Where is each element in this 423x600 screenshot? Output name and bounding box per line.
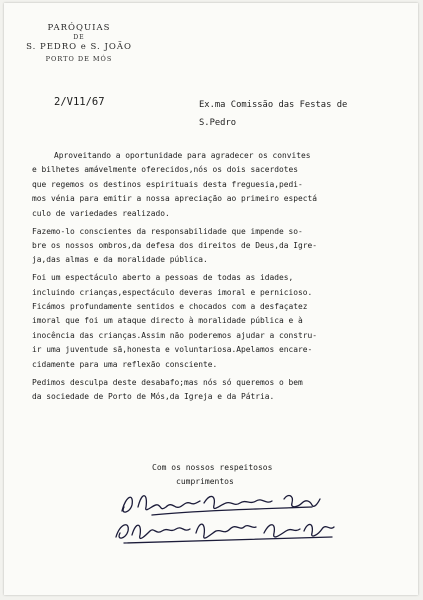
recipient-line-1: Ex.ma Comissão das Festas de — [199, 100, 348, 110]
paragraph-2 — [26, 225, 411, 268]
body-line: Foi um espectáculo aberto a pessoas de todas as idades, — [32, 273, 294, 283]
signatures — [112, 485, 372, 555]
letterhead-line-3: S. PEDRO e S. JOÃO — [26, 42, 132, 52]
recipient-line-2: S.Pedro — [199, 118, 237, 128]
body-line: incluindo crianças,espectáculo deveras imoral e pernicioso. — [32, 287, 313, 297]
letterhead-line-1: PARÓQUIAS — [47, 23, 111, 33]
body-line: que regemos os destinos espirituais desta freguesia,pedi- — [32, 179, 303, 189]
signature-second-stroke — [304, 524, 334, 536]
signature-image — [112, 485, 372, 555]
letter-date: 2/V11/67 — [54, 96, 105, 108]
closing-line-1: Com os nossos respeitosos — [152, 463, 273, 472]
body-line: bre os nossos ombros,da defesa dos direitos de Deus,da Igre- — [32, 240, 318, 250]
body-line: inocência das crianças.Assim não poderemos ajudar a constru- — [32, 330, 318, 340]
body-line: cidamente para uma reflexão consciente. — [32, 359, 218, 369]
signature-first-stroke — [204, 496, 272, 508]
parish-letterhead — [4, 23, 154, 63]
body-line: da sociedade de Porto de Mós,da Igreja e da Pátria. — [32, 392, 275, 402]
body-line: culo de variedades realizado. — [32, 208, 170, 218]
body-line: Aproveitando a oportunidade para agradecer os convites — [54, 151, 311, 160]
signature-second-stroke — [132, 525, 190, 538]
closing-line-2: cumprimentos — [176, 477, 234, 486]
signature-first-stroke — [122, 497, 132, 512]
body-line: ir uma juventude sã,honesta e voluntariosa.Apelamos encare- — [32, 345, 313, 355]
signature-second-stroke — [124, 537, 332, 543]
paragraph-4 — [26, 376, 411, 405]
body-line: e bilhetes amávelmente oferecidos,nós os dois sacerdotes — [32, 165, 299, 175]
paragraph-3 — [26, 271, 411, 372]
body-line: Ficámos profundamente sentidos e chocados com a desfaçatez — [32, 302, 308, 312]
signature-first-stroke — [284, 496, 320, 507]
body-line: ja,das almas e da moralidade pública. — [32, 255, 208, 265]
signature-second-stroke — [196, 524, 256, 538]
letter-body — [26, 149, 411, 404]
letterhead-line-2: DE — [73, 34, 85, 41]
signature-second-stroke — [264, 525, 300, 537]
letterhead-line-4: PORTO DE MÓS — [45, 55, 113, 63]
recipient-address — [199, 96, 347, 132]
signature-first-stroke — [152, 507, 312, 515]
letter-sheet — [4, 3, 418, 595]
paragraph-1 — [26, 149, 411, 221]
signature-second-stroke — [116, 525, 128, 538]
signature-first-stroke — [138, 496, 200, 510]
body-line: mos vénia para emitir a nossa apreciação ao primeiro espectá — [32, 194, 318, 204]
body-line: imoral que foi um ataque directo à moralidade pública e à — [32, 316, 303, 326]
body-line: Fazemo-lo conscientes da responsabilidade que impende so- — [32, 226, 303, 236]
body-line: Pedimos desculpa deste desabafo;mas nós só queremos o bem — [32, 377, 303, 387]
